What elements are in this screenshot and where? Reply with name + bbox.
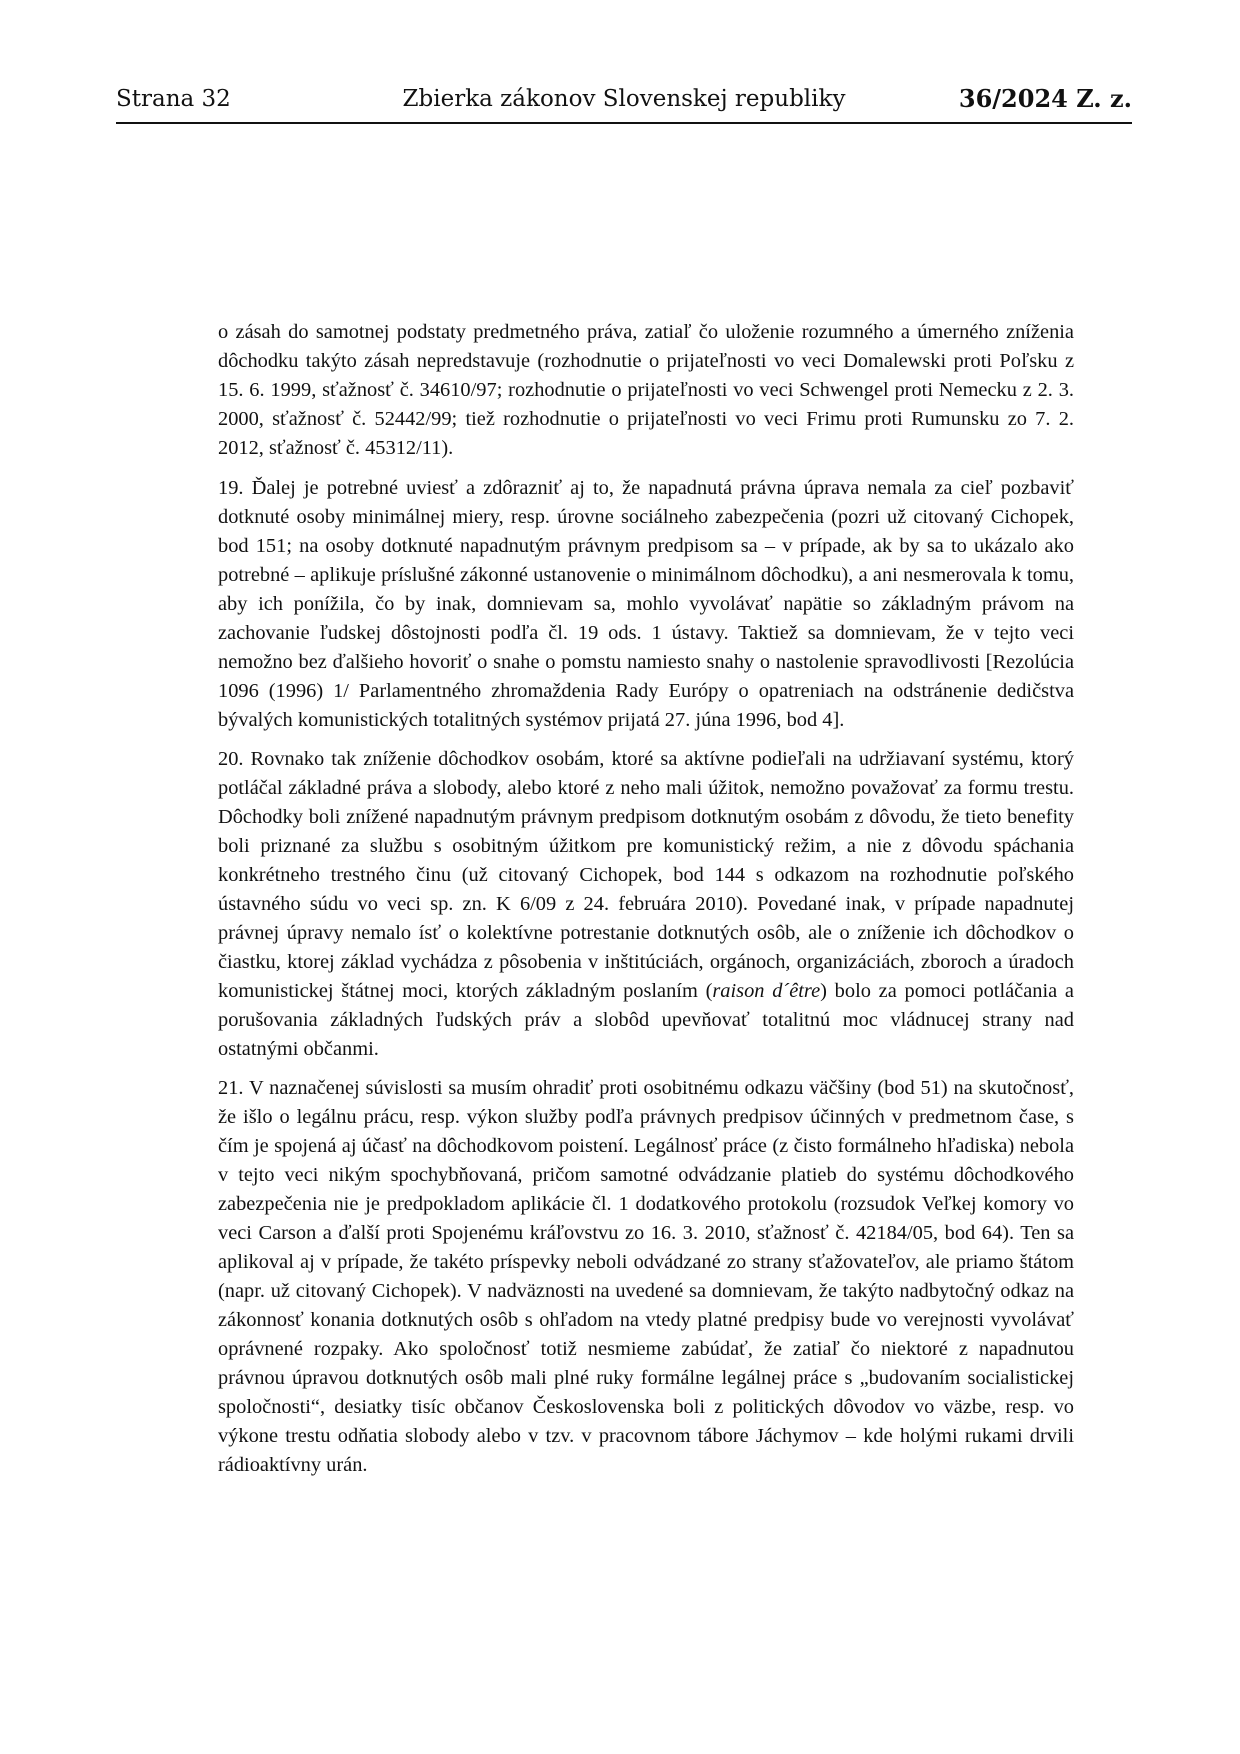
paragraph-continuation: o zásah do samotnej podstaty predmetného práva, zatiaľ čo uloženie rozumného a úmerného zníženia dôchodku takýto zásah nepredstavuje (rozhodnutie o prijateľnosti vo veci Domalewski proti Poľsku z 15. 6. 1999, sťažnosť č. 34610/97; rozhodnutie o prijateľnosti vo veci Schwengel proti Nemecku z 2. 3. 2000, sťažnosť č. 52442/99; tiež rozhodnutie o prijateľnosti vo veci Frimu proti Rumunsku zo 7. 2. 2012, sťažnosť č. 45312/11). [218, 321, 1074, 459]
paragraph-19: 19. Ďalej je potrebné uviesť a zdôrazniť aj to, že napadnutá právna úprava nemala za cieľ pozbaviť dotknuté osoby minimálnej miery, resp. úrovne sociálneho zabezpečenia (pozri už citovaný Cichopek, bod 151; na osoby dotknuté napadnutým právnym predpisom sa – v prípade, ak by sa to ukázalo ako potrebné – aplikuje príslušné zákonné ustanovenie o minimálnom dôchodku), a ani nesmerovala k tomu, aby ich ponížila, čo by inak, domnievam sa, mohlo vyvolávať napätie so základným právom na zachovanie ľudskej dôstojnosti podľa čl. 19 ods. 1 ústavy. Taktiež sa domnievam, že v tejto veci nemožno bez ďalšieho hovoriť o snahe o pomstu namiesto snahy o nastolenie spravodlivosti [Rezolúcia 1096 (1996) 1/ Parlamentného zhromaždenia Rady Európy o opatreniach na odstránenie dedičstva bývalých komunistických totalitných systémov prijatá 27. júna 1996, bod 4]. [218, 477, 1074, 731]
page-number: Strana 32 [116, 86, 231, 112]
paragraph-20-italic-term: raison d´être [712, 980, 821, 1002]
paragraph-20 [218, 745, 1074, 1064]
page-header [116, 82, 1132, 118]
document-body [218, 318, 1074, 1490]
journal-title: Zbierka zákonov Slovenskej republiky [402, 86, 846, 112]
paragraph-20-text-before: 20. Rovnako tak zníženie dôchodkov osobám, ktoré sa aktívne podieľali na udržiavaní systému, ktorý potláčal základné práva a slobody, alebo ktoré z neho mali úžitok, nemožno považovať za formu trestu. Dôchodky boli znížené napadnutým právnym predpisom dotknutým osobám z dôvodu, že tieto benefity boli priznané za službu s osobitným úžitkom pre komunistický režim, a nie z dôvodu spáchania konkrétneho trestného činu (už citovaný Cichopek, bod 144 s odkazom na rozhodnutie poľského ústavného súdu vo veci sp. zn. K 6/09 z 24. februára 2010). Povedané inak, v prípade napadnutej právnej úpravy nemalo ísť o kolektívne potrestanie dotknutých osôb, ale o zníženie ich dôchodkov o čiastku, ktorej základ vychádza z pôsobenia v inštitúciách, orgánoch, organizáciách, zboroch a úradoch komunistickej štátnej moci, ktorých základným poslaním ( [218, 748, 1074, 1002]
document-id: 36/2024 Z. z. [958, 84, 1132, 113]
header-divider [116, 122, 1132, 124]
paragraph-21: 21. V naznačenej súvislosti sa musím ohradiť proti osobitnému odkazu väčšiny (bod 51) na skutočnosť, že išlo o legálnu prácu, resp. výkon služby podľa právnych predpisov účinných v predmetnom čase, s čím je spojená aj účasť na dôchodkovom poistení. Legálnosť práce (z čisto formálneho hľadiska) nebola v tejto veci nikým spochybňovaná, pričom samotné odvádzanie platieb do systému dôchodkového zabezpečenia nie je predpokladom aplikácie čl. 1 dodatkového protokolu (rozsudok Veľkej komory vo veci Carson a ďalší proti Spojenému kráľovstvu zo 16. 3. 2010, sťažnosť č. 42184/05, bod 64). Ten sa aplikoval aj v prípade, že takéto príspevky neboli odvádzané zo strany sťažovateľov, ale priamo štátom (napr. už citovaný Cichopek). V nadväznosti na uvedené sa domnievam, že takýto nadbytočný odkaz na zákonnosť konania dotknutých osôb s ohľadom na vtedy platné predpisy bude vo verejnosti vyvolávať oprávnené rozpaky. Ako spoločnosť totiž nesmieme zabúdať, že zatiaľ čo niektoré z napadnutou právnou úpravou dotknutých osôb mali plné ruky formálne legálnej práce s „budovaním socialistickej spoločnosti“, desiatky tisíc občanov Československa boli z politických dôvodov vo väzbe, resp. vo výkone trestu odňatia slobody alebo v tzv. v pracovnom tábore Jáchymov – kde holými rukami drvili rádioaktívny urán. [218, 1077, 1074, 1476]
paragraph-20-text-after: ) bolo za pomoci potláčania a porušovania základných ľudských práv a slobôd upevňovať totalitnú moc vládnucej strany nad ostatnými občanmi. [218, 980, 1074, 1060]
